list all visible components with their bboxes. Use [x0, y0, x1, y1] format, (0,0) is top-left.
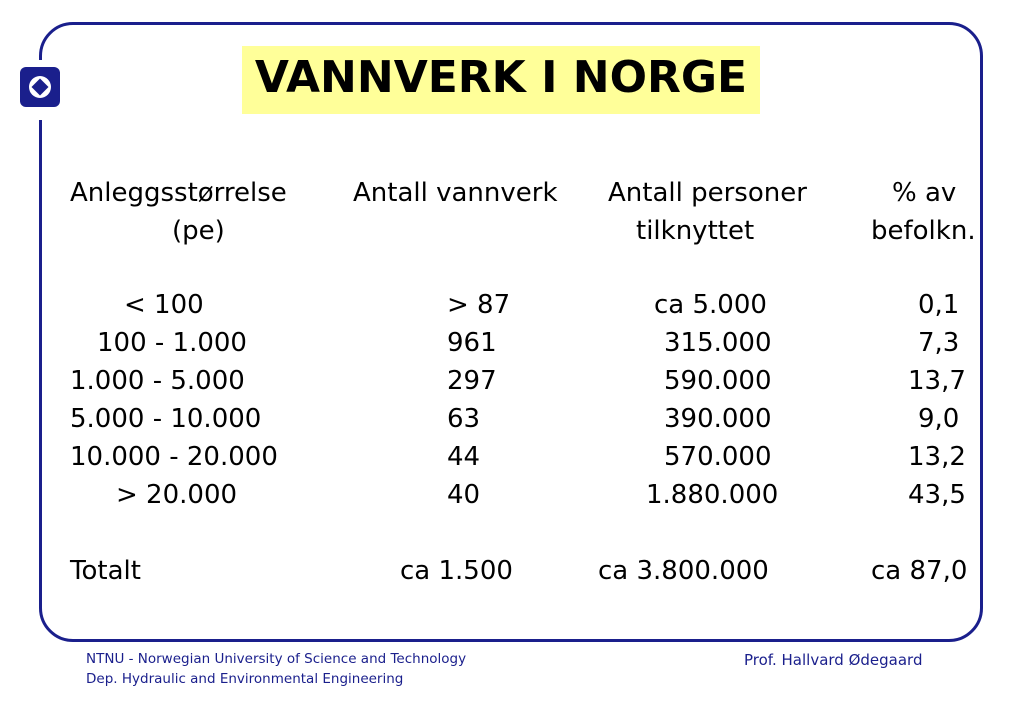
row-pct: 43,5: [908, 480, 966, 510]
row-size: < 100: [124, 290, 204, 320]
footer-department: Dep. Hydraulic and Environmental Engineering: [86, 671, 404, 687]
header-persons: Antall personer: [608, 178, 807, 208]
total-pct: ca 87,0: [871, 556, 968, 586]
row-persons: 390.000: [664, 404, 772, 434]
row-persons: 570.000: [664, 442, 772, 472]
total-persons: ca 3.800.000: [598, 556, 769, 586]
row-persons: ca 5.000: [654, 290, 767, 320]
header-pct-2: befolkn.: [871, 216, 976, 246]
footer-author: Prof. Hallvard Ødegaard: [744, 651, 923, 669]
total-count: ca 1.500: [400, 556, 513, 586]
header-size: Anleggsstørrelse: [70, 178, 287, 208]
row-size: 10.000 - 20.000: [70, 442, 278, 472]
row-pct: 9,0: [918, 404, 960, 434]
row-count: 44: [447, 442, 481, 472]
row-pct: 13,2: [908, 442, 966, 472]
row-count: 297: [447, 366, 497, 396]
page-title: VANNVERK I NORGE: [254, 52, 748, 103]
row-persons: 590.000: [664, 366, 772, 396]
row-count: > 87: [447, 290, 511, 320]
header-persons-2: tilknyttet: [636, 216, 755, 246]
footer-institution: NTNU - Norwegian University of Science and Technology: [86, 651, 467, 667]
header-count: Antall vannverk: [353, 178, 558, 208]
row-size: 1.000 - 5.000: [70, 366, 245, 396]
row-persons: 315.000: [664, 328, 772, 358]
row-size: > 20.000: [116, 480, 238, 510]
ntnu-logo-icon: [20, 67, 60, 107]
row-size: 5.000 - 10.000: [70, 404, 262, 434]
row-pct: 13,7: [908, 366, 966, 396]
row-count: 40: [447, 480, 481, 510]
row-persons: 1.880.000: [646, 480, 779, 510]
header-size-unit: (pe): [172, 216, 225, 246]
total-label: Totalt: [70, 556, 141, 586]
row-pct: 7,3: [918, 328, 960, 358]
row-size: 100 - 1.000: [97, 328, 247, 358]
row-pct: 0,1: [918, 290, 960, 320]
row-count: 63: [447, 404, 481, 434]
header-pct: % av: [892, 178, 957, 208]
row-count: 961: [447, 328, 497, 358]
